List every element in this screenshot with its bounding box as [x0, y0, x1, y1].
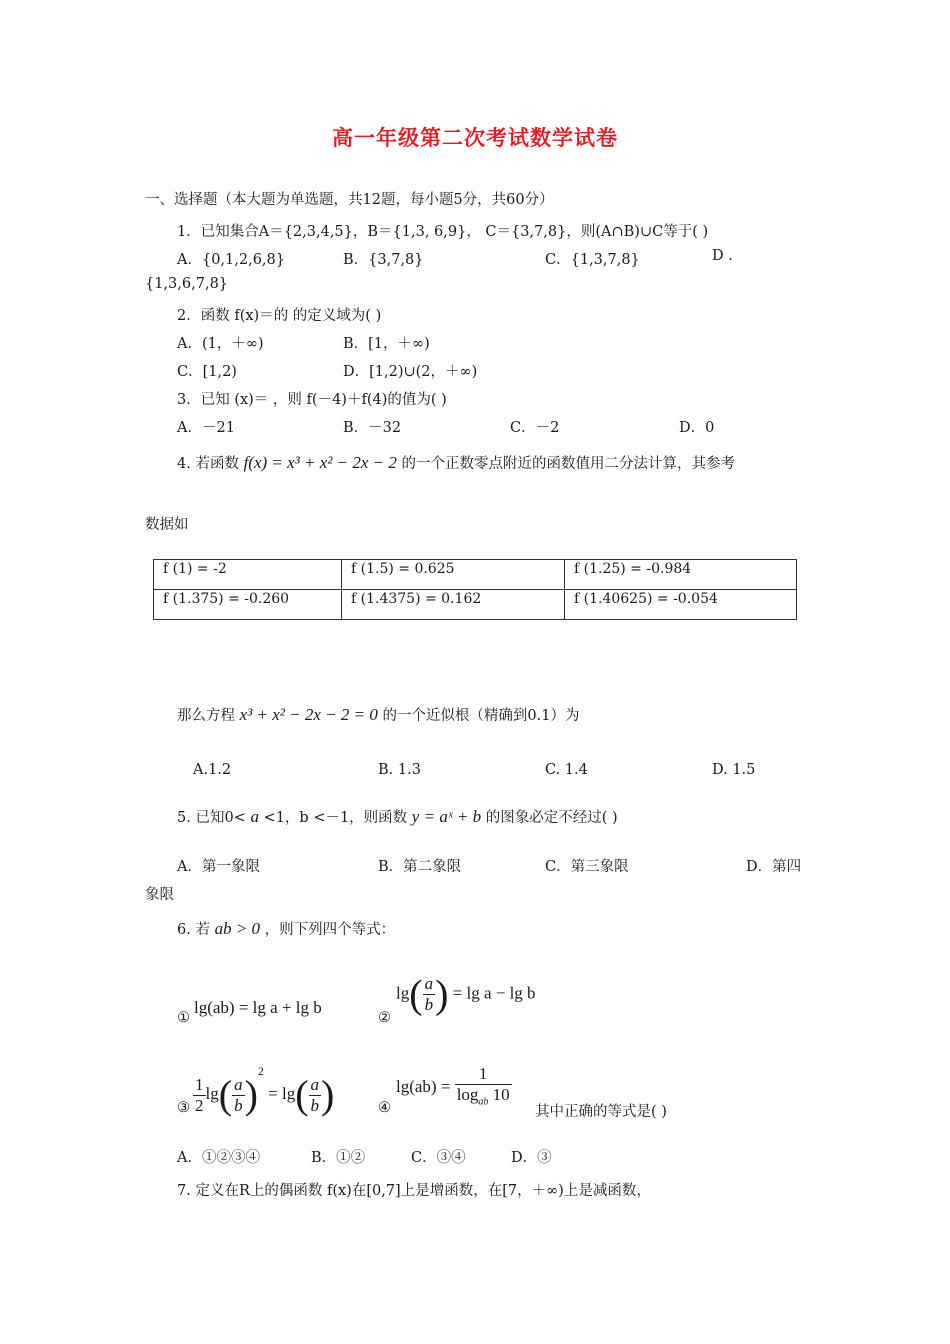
q6-stem	[177, 918, 395, 939]
q7-stem: 7. 定义在R上的偶函数 f(x)在[0,7]上是增函数，在[7，＋∞)上是减函数，	[177, 1183, 651, 1199]
table-cell: f (1) = -2	[154, 560, 342, 590]
q5-prefix: 5. 已知0<	[177, 810, 246, 826]
q6-marker-3: ③	[177, 1100, 190, 1116]
fraction-numerator: 1	[195, 1074, 204, 1094]
q6-condition: ab > 0	[214, 919, 261, 938]
q3-option-b: B．－32	[343, 420, 402, 436]
q1-option-d: D .	[712, 248, 733, 264]
table-row	[154, 560, 797, 590]
q5-mid: <1，b <－1，则函数	[263, 810, 408, 826]
q4-eq-formula: x³ + x² − 2x − 2 = 0	[239, 705, 378, 724]
fraction	[309, 1075, 322, 1116]
q2-option-d: D．[1,2)∪(2，＋∞)	[343, 364, 478, 380]
fraction-denominator: b	[310, 1095, 320, 1115]
q5-option-b: B．第二象限	[378, 859, 462, 875]
q5-option-c: C．第三象限	[545, 859, 629, 875]
q6-prefix: 6. 若	[177, 922, 210, 938]
q5-suffix: 的图象必定不经过( )	[485, 810, 618, 826]
q4-prefix: 4. 若函数	[177, 456, 239, 472]
q6-marker-1: ①	[177, 1010, 190, 1026]
q3-option-c: C．－2	[510, 420, 560, 436]
q4-stem-cont: 数据如	[145, 517, 189, 533]
q1-stem: 1．已知集合A＝{2,3,4,5}，B＝{1,3, 6,9}， C＝{3,7,8}，则(A∩B)∪C等于( )	[177, 224, 709, 240]
table-cell: f (1.375) = -0.260	[154, 590, 342, 620]
q6-marker-2: ②	[378, 1010, 391, 1026]
fraction-denominator: b	[424, 995, 434, 1014]
q4-eq-suffix: 的一个近似根（精确到0.1）为	[382, 708, 580, 724]
q6-option-d: D．③	[511, 1150, 552, 1166]
q6-marker-4: ④	[378, 1100, 391, 1116]
q5-stem	[177, 806, 618, 827]
section-heading: 一、选择题（本大题为单选题，共12题，每小题5分，共60分）	[145, 192, 554, 208]
q6-suffix: ，则下列四个等式：	[264, 922, 396, 938]
fraction-numerator: a	[310, 1074, 320, 1094]
equation-rhs: = lg a − lg b	[452, 983, 536, 1003]
table-cell: f (1.25) = -0.984	[565, 560, 797, 590]
equation-lhs: lg(ab) =	[396, 1077, 451, 1097]
exponent: 2	[257, 1064, 264, 1078]
q2-stem: 2．函数 f(x)＝的 的定义域为( )	[177, 308, 382, 324]
q2-option-c: C．[1,2)	[177, 364, 237, 380]
fraction-denominator: b	[234, 1095, 243, 1115]
table-cell: f (1.5) = 0.625	[342, 560, 565, 590]
q3-option-a: A．－21	[177, 420, 235, 436]
q1-option-d-cont: {1,3,6,7,8}	[145, 276, 229, 292]
lg-label: lg	[205, 1084, 219, 1103]
q3-stem: 3．已知 (x)＝ ，则 f(－4)＋f(4)的值为( )	[177, 392, 447, 408]
q2-option-b: B．[1，＋∞)	[343, 336, 430, 352]
fraction	[455, 1064, 512, 1112]
q5-var-a: a	[250, 807, 259, 826]
lg-label: lg	[396, 983, 410, 1003]
q6-equation-3: $\frac{1}{2}$ lg( $\frac{a}{b}$ )$^2$ = lg( $\frac{a}{b}$ )	[195, 1064, 335, 1118]
q6-tail: 其中正确的等式是( )	[535, 1104, 667, 1120]
table-cell: f (1.4375) = 0.162	[342, 590, 565, 620]
fraction-numerator: a	[424, 974, 434, 993]
q5-formula: y = aˣ + b	[411, 807, 482, 826]
q6-equation-1: lg(ab) = lg a + lg b	[194, 998, 322, 1017]
q4-eq-prefix: 那么方程	[177, 708, 235, 724]
q4-formula: f(x) = x³ + x² − 2x − 2	[243, 453, 397, 472]
fraction-denominator: 2	[195, 1095, 204, 1115]
fraction	[232, 1075, 245, 1116]
q4-option-a: A.1.2	[193, 762, 232, 778]
q4-values-table	[153, 559, 797, 620]
fraction	[193, 1075, 206, 1116]
fraction-denominator	[455, 1085, 512, 1112]
q3-option-d: D．0	[679, 420, 715, 436]
page-title: 高一年级第二次考试数学试卷	[332, 126, 618, 150]
q1-option-c: C．{1,3,7,8}	[545, 252, 640, 268]
table-row	[154, 590, 797, 620]
q5-option-d-cont: 象限	[145, 887, 174, 903]
fraction-numerator: a	[234, 1074, 243, 1094]
q2-option-a: A．(1，＋∞)	[177, 336, 264, 352]
q6-equation-2: lg( $\frac{a}{b}$ ) = lg a − lg b	[396, 971, 536, 1017]
equation-rhs: = lg	[268, 1084, 296, 1103]
q5-option-d: D．第四	[746, 859, 802, 875]
log-label: log	[456, 1085, 479, 1104]
q4-suffix: 的一个正数零点附近的函数值用二分法计算，其参考	[401, 456, 735, 472]
q6-option-b: B．①②	[311, 1150, 366, 1166]
q4-option-b: B. 1.3	[378, 762, 421, 778]
table-cell: f (1.40625) = -0.054	[565, 590, 797, 620]
q5-option-a: A．第一象限	[177, 859, 260, 875]
log-base: ab	[478, 1096, 489, 1108]
q4-option-d: D. 1.5	[712, 762, 756, 778]
q4-stem	[177, 452, 735, 473]
q1-option-b: B．{3,7,8}	[343, 252, 424, 268]
q1-option-a: A．{0,1,2,6,8}	[177, 252, 285, 268]
log-argument: 10	[492, 1085, 510, 1104]
q6-option-a: A．①②③④	[177, 1150, 260, 1166]
q6-equation-4	[396, 1064, 512, 1112]
q4-option-c: C. 1.4	[545, 762, 588, 778]
fraction	[423, 974, 436, 1015]
fraction-numerator: 1	[455, 1064, 512, 1085]
q6-option-c: C．③④	[411, 1150, 466, 1166]
q4-equation-line	[177, 704, 580, 725]
